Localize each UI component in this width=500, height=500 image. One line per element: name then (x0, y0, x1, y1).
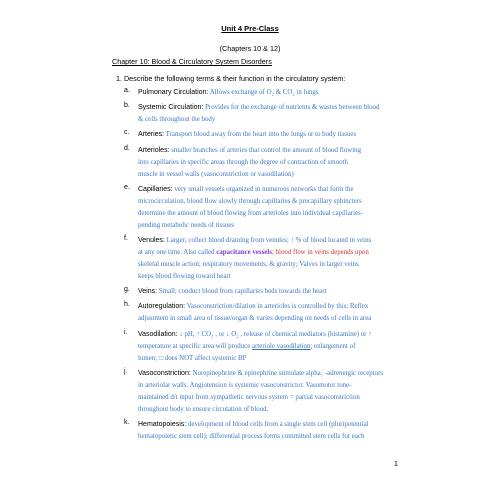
answer-text: Vasoconstriction/dilation in arterioles is controlled by this; Reflex (186, 303, 369, 311)
term-list (124, 87, 414, 446)
item-letter: d. (124, 144, 130, 152)
answer-text: lumen; □ does NOT affect systemic BP (138, 354, 247, 362)
list-item-e (124, 184, 414, 232)
item-letter: a. (124, 87, 130, 94)
answer-text: pending metabolic needs of tissues (138, 221, 235, 229)
term-label: Autoregulation: (138, 303, 186, 311)
answer-text: smaller branches of arteries that control the amount of blood flowing (171, 146, 362, 154)
term-label: Capillaries: (138, 185, 173, 193)
term-label: Hematopoiesis: (138, 420, 187, 428)
item-letter: e. (124, 183, 130, 191)
term-label: Systemic Circulation: (138, 104, 204, 112)
answer-text: adjustment in small area of tissue/organ & varies depending on needs of cells in area (138, 315, 372, 323)
list-item-b (124, 102, 414, 126)
term-label: Vasoconstriction: (138, 369, 191, 377)
answer-text: Norepinephrine & epinephrine stimulate alpha₁ -adrenergic receptors (192, 369, 384, 377)
list-item-d (124, 145, 414, 181)
term-label: Pulmonary Circulation: (138, 89, 209, 96)
item-letter: j. (124, 367, 128, 375)
answer-text: temperature at specific area will produce (138, 342, 253, 350)
list-item-c (124, 129, 414, 141)
page-subtitle: (Chapters 10 & 12) (219, 44, 281, 53)
term-label: Arteries: (138, 131, 165, 139)
answer-text: Provides for the exchange of nutrients & wastes between blood (205, 104, 380, 112)
answer-text: & cells throughout the body (138, 116, 216, 124)
answer-text: determine the amount of blood flowing from arterioles into individual capillaries- (138, 209, 364, 217)
chapter-heading: Chapter 10: Blood & Circulatory System Disorders (112, 57, 272, 66)
answer-text: maintained d/t input from sympathetic nervous system = partial vasoconstriction (138, 393, 360, 401)
term-label: Venules: (138, 236, 165, 244)
answer-text: development of blood cells from a single stem cell (pluripotential (187, 420, 369, 428)
answer-text: ↓ pH, ↑ CO₂ , or ↓ O₂ , release of chemical mediators (histamine) or ↑ (179, 330, 372, 338)
answer-text: muscle in vessel walls (vasoconstriction or vasodilation) (138, 170, 294, 178)
answer-text: very small vessels organized in numerous networks that form the (174, 185, 354, 193)
term-label: Vasodilation: (138, 330, 178, 338)
answer-text: ; enlargement of (310, 342, 356, 350)
answer-text: Larger; collect blood draining from venules; ↑ % of blood located in veins (166, 236, 372, 244)
underlined-term: arteriole vasodilation (252, 342, 311, 350)
question-1: 1. Describe the following terms & their function in the circulatory system: (116, 74, 346, 83)
term-label: Arterioles: (138, 146, 170, 154)
list-item-h (124, 301, 414, 325)
list-item-f (124, 235, 414, 283)
answer-text: throughout body to ensure circulation of blood. (138, 405, 269, 413)
list-item-i (124, 329, 414, 365)
answer-text: in arteriolar walls. Angiotension is systemic vasoconstrictor. Vasomotor tone- (138, 381, 352, 389)
item-letter: c. (124, 129, 130, 137)
answer-text-red: skeletal muscle action; respiratory movements, & gravity; Valves in larger veins (138, 260, 359, 268)
answer-text: Small; conduct blood from capillaries beds towards the heart (158, 288, 327, 296)
list-item-j (124, 368, 414, 416)
answer-text: into capillaries in specific areas through the degree of contraction of smooth (138, 158, 348, 166)
item-letter: f. (124, 234, 128, 242)
item-letter: k. (124, 418, 130, 426)
answer-text-red: keeps blood flowing toward heart (138, 272, 231, 280)
highlighted-term: capacitance vessels (216, 248, 272, 256)
answer-text: Allows exchange of O₂ & CO₂ in lungs (209, 89, 319, 96)
answer-text: Transport blood away from the heart into the lungs or to body tissues (165, 131, 357, 139)
term-label: Veins: (138, 288, 158, 296)
answer-text: hematopoietic stem cell); differential process forms committed stem cells for each (138, 432, 365, 440)
list-item-k (124, 419, 414, 443)
page-title: Unit 4 Pre-Class (221, 24, 279, 33)
page-number: 1 (394, 461, 398, 468)
item-letter: b. (124, 102, 130, 110)
answer-text-red: ; blood flow in veins depends upon (271, 248, 369, 256)
item-letter: g. (124, 286, 130, 294)
list-item-g (124, 286, 414, 298)
answer-text: microcirculation, blood flow slowly through capillaries & precapillary sphincters (138, 197, 362, 205)
list-item-a (124, 87, 414, 99)
item-letter: h. (124, 301, 130, 309)
answer-text: at any one time. Also called (138, 248, 217, 256)
item-letter: i. (124, 328, 128, 336)
